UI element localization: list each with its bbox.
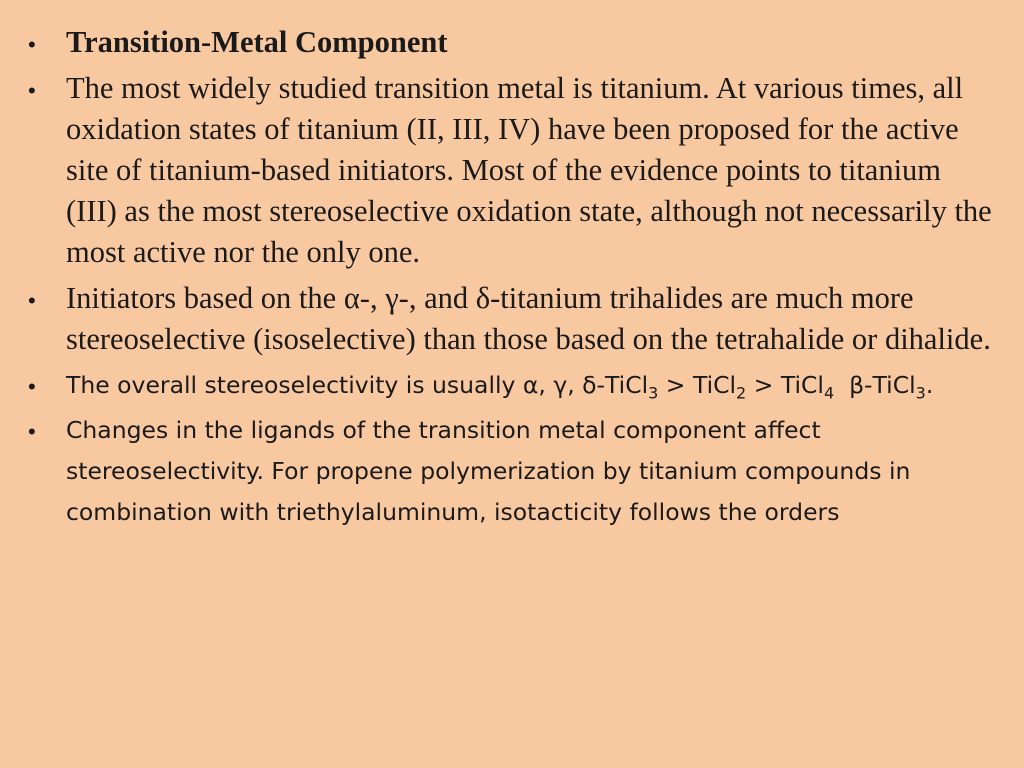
- bullet-dot-icon: •: [28, 288, 36, 313]
- bullet-dot-icon: •: [28, 32, 36, 57]
- bullet-item-heading: [26, 22, 996, 63]
- subscript: 3: [648, 383, 659, 403]
- text-part: The overall stereoselectivity is usually α, γ, δ-TiCl: [66, 371, 649, 399]
- text-part: > TiCl: [746, 371, 824, 399]
- subscript: 4: [823, 383, 835, 403]
- subscript: 3: [915, 383, 926, 403]
- text-part: β-TiCl: [834, 371, 916, 399]
- bullet-item-titanium-oxidation: [26, 68, 996, 273]
- text-part: .: [925, 371, 934, 399]
- bullet-dot-icon: •: [28, 78, 36, 103]
- bullet-list: [26, 22, 996, 533]
- bullet-text: [66, 371, 934, 403]
- bullet-text: Changes in the ligands of the transition metal component affect stereoselectivity. For propene polymerization by titanium compounds in combination with triethylaluminum, isotacticity follows the orders: [66, 416, 911, 526]
- bullet-item-trihalides: [26, 278, 996, 360]
- bullet-item-ligands: [26, 410, 996, 533]
- bullet-dot-icon: •: [28, 374, 36, 399]
- subscript: 2: [736, 383, 747, 403]
- bullet-text: Initiators based on the α-, γ-, and δ-titanium trihalides are much more stereoselective (isoselective) than those based on the tetrahalide or dihalide.: [66, 281, 991, 356]
- bullet-text: The most widely studied transition metal is titanium. At various times, all oxidation states of titanium (II, III, IV) have been proposed for the active site of titanium-based initiators. Most of the evidence points to titanium (III) as the most stereoselective oxidation state, although not necessarily the most active nor the only one.: [66, 71, 992, 269]
- bullet-dot-icon: •: [28, 419, 36, 444]
- text-part: > TiCl: [658, 371, 737, 399]
- bullet-item-stereoselectivity-order: [26, 365, 996, 406]
- section-heading: Transition-Metal Component: [66, 25, 448, 59]
